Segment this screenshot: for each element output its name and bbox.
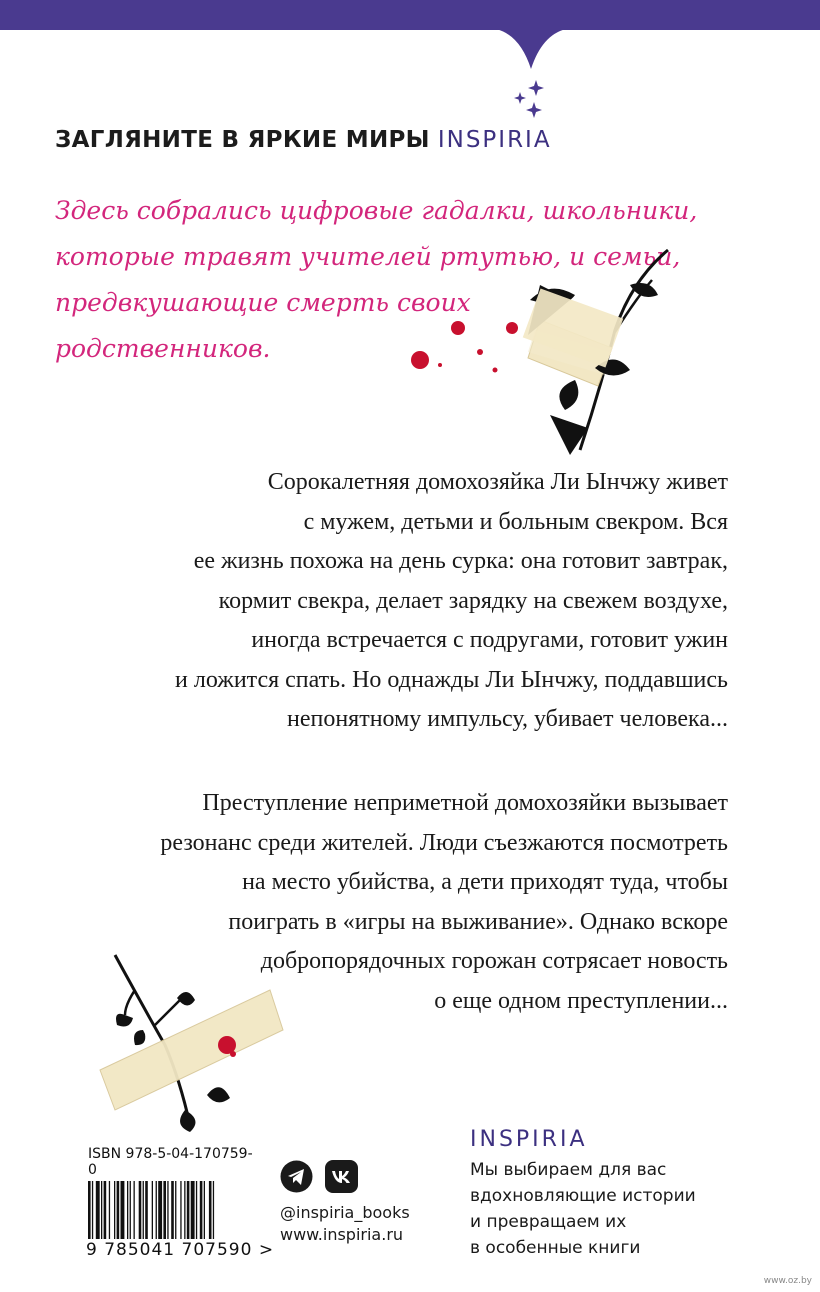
text-line: с мужем, детьми и больным свекром. Вся [303,508,728,535]
barcode [86,1181,254,1239]
brand-name: INSPIRIA [437,127,552,153]
notch-ornament [496,29,566,69]
sparkle-icon [512,78,546,122]
text-line: иногда встречается с подругами, готовит ужин [251,627,728,653]
tagline-line: Здесь собрались цифровые гадалки, школьники, [55,196,698,225]
vk-icon[interactable] [325,1160,358,1193]
website-link[interactable]: www.inspiria.ru [280,1225,404,1244]
description-paragraph-1 [175,463,728,740]
barcode-block [86,1146,275,1260]
publisher-blurb [470,1127,696,1261]
social-block [280,1160,410,1246]
tagline-line: родственников. [55,334,271,363]
text-line: добропорядочных горожан сотрясает новость [260,948,728,974]
tagline-line: которые травят учителей ртутью, и семьи, [55,242,681,271]
watermark: www.oz.by [763,1276,812,1286]
ean-digits: 9 785041 707590 > [86,1240,275,1260]
top-band [0,0,820,30]
text-line: ее жизнь похожа на день сурка: она готовит завтрак, [193,548,728,574]
text-line: на место убийства, а дети приходят туда, чтобы [242,869,728,895]
series-heading [55,127,552,153]
text-line: непонятному импульсу, убивает человека... [287,706,728,732]
social-handle[interactable]: @inspiria_books [280,1203,410,1222]
text-line: кормит свекра, делает зарядку на свежем воздухе, [218,587,728,614]
text-line: поиграть в «игры на выживание». Однако вскоре [228,908,728,935]
footer-line: и превращаем их [470,1212,627,1232]
text-line: резонанс среди жителей. Люди съезжаются посмотреть [160,829,728,856]
text-line: Преступление неприметной домохозяйки вызывает [202,790,728,816]
text-line: Сорокалетняя домохозяйка Ли Ынчжу живет [267,469,728,495]
telegram-icon[interactable] [280,1160,313,1193]
flower-tape-illustration-bottom [95,950,285,1135]
series-label: ЗАГЛЯНИТЕ В ЯРКИЕ МИРЫ [55,127,430,153]
text-line: и ложится спать. Но однажды Ли Ынчжу, поддавшись [175,666,728,693]
footer-line: вдохновляющие истории [470,1186,696,1206]
footer-brand: INSPIRIA [470,1127,588,1152]
footer-line: Мы выбираем для вас [470,1160,667,1180]
isbn-number: ISBN 978-5-04-170759-0 [88,1146,253,1178]
footer-line: в особенные книги [470,1238,641,1258]
tagline-line: предвкушающие смерть своих [55,288,471,317]
text-line: о еще одном преступлении... [434,987,728,1014]
flower-tape-illustration [400,240,670,465]
